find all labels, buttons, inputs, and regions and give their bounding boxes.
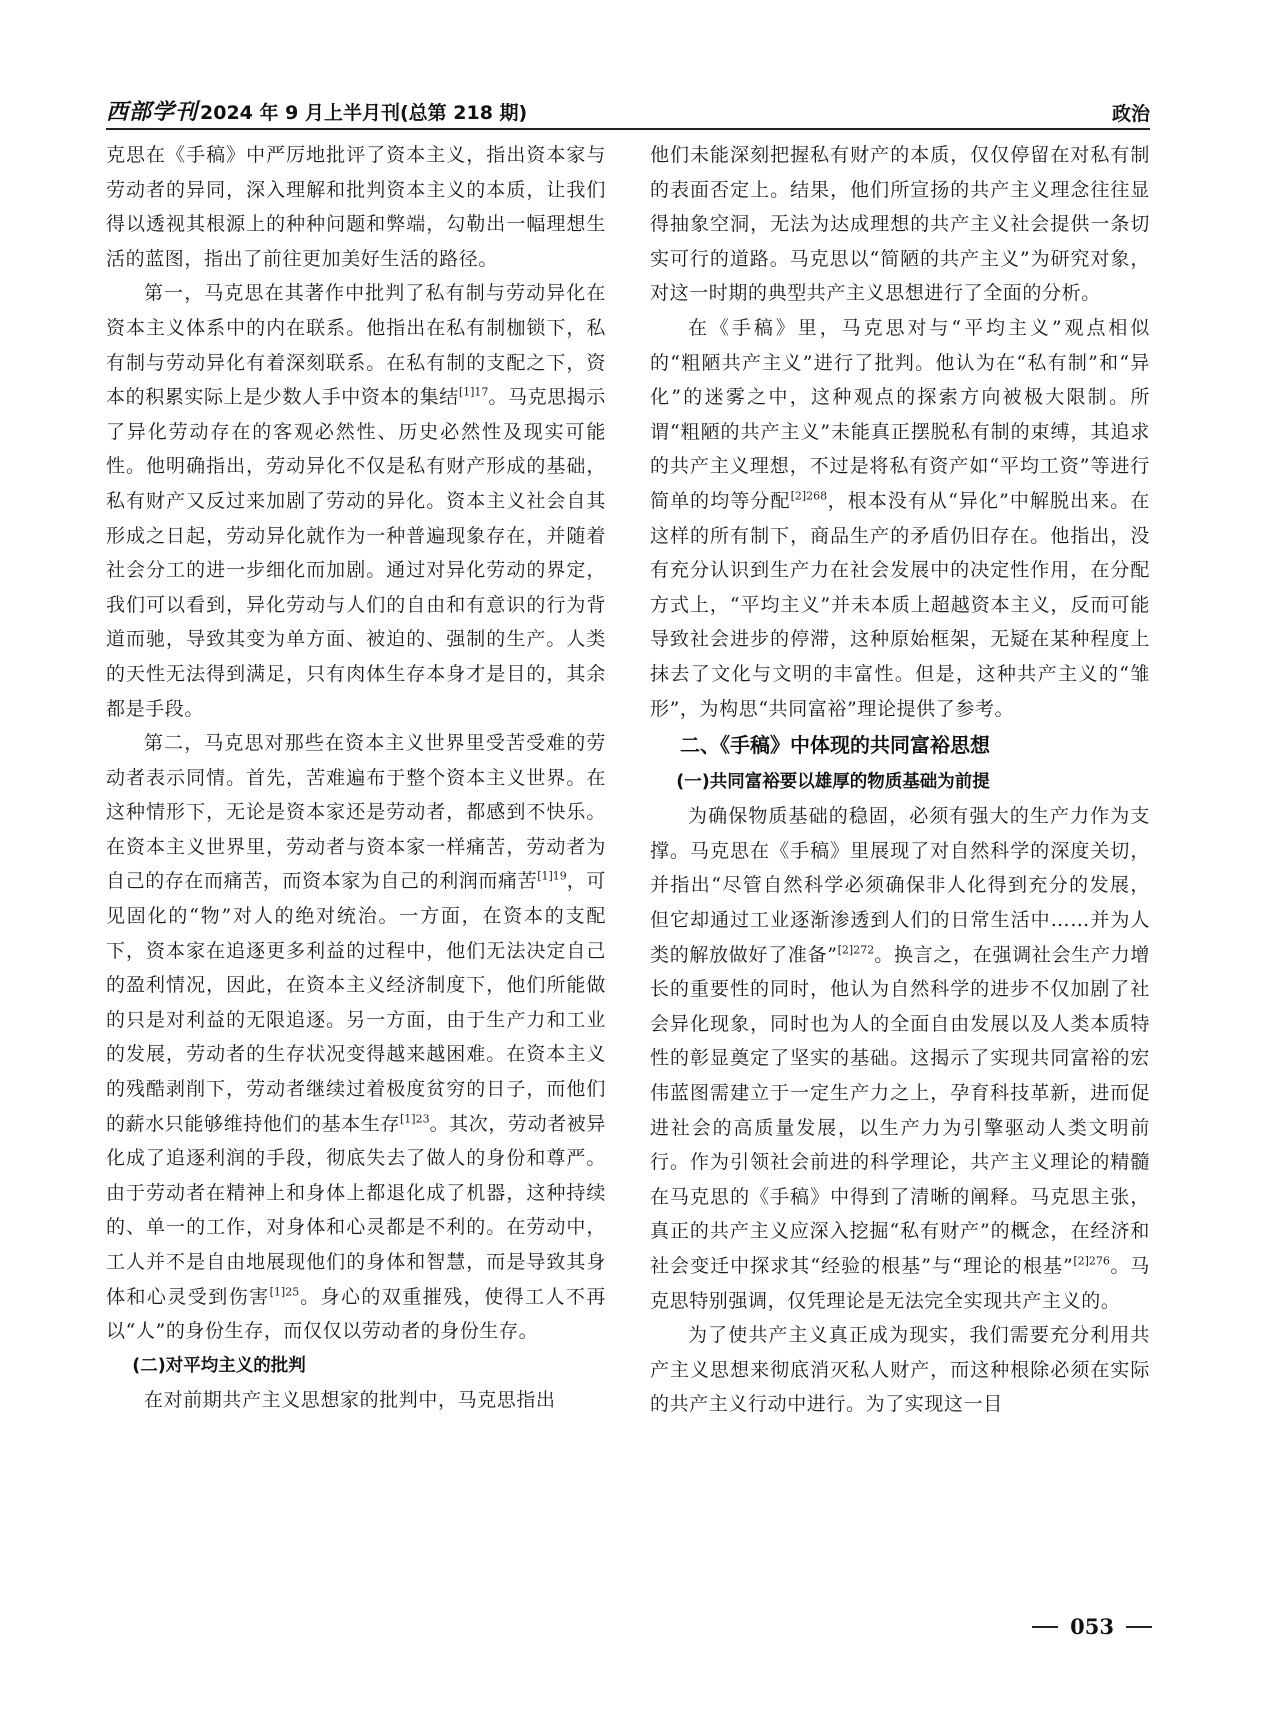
citation-ref: [1]23 [400,1112,430,1126]
citation-ref: [2]272 [837,943,875,957]
header-left [106,95,527,126]
body-columns [106,138,1150,1588]
left-column [106,138,606,1588]
right-column [650,138,1150,1588]
paragraph-text: 第一，马克思在其著作中批判了私有制与劳动异化在资本主义体系中的内在联系。他指出在私有制枷锁下，私有制与劳动异化有着深刻联系。在私有制的支配之下，资本的积累实际上是少数人手中资本的集结 [106,282,606,409]
paragraph [650,311,1150,726]
section-name: 政治 [1111,103,1150,125]
paragraph-text: 为确保物质基础的稳固，必须有强大的生产力作为支撑。马克思在《手稿》里展现了对自然科学的深度关切，并指出“尽管自然科学必须确保非人化得到充分的发展，但它却通过工业逐渐渗透到人们的日常生活中……并为人类的解放做好了准备” [650,805,1150,966]
paragraph-text: ，根本没有从“异化”中解脱出来。在这样的所有制下，商品生产的矛盾仍旧存在。他指出，没有充分认识到生产力在社会发展中的决定性作用，在分配方式上，“平均主义”并未本质上超越资本主义，反而可能导致社会进步的停滞，这种原始框架，无疑在某种程度上抹去了文化与文明的丰富性。但是，这种共产主义的“雏形”，为构思“共同富裕”理论提供了参考。 [650,489,1150,720]
paragraph-text: 。身心的双重摧残，使得工人不再以“人”的身份生存，而仅仅以劳动者的身份生存。 [106,1285,606,1343]
paragraph [106,276,606,726]
section-heading: 二、《手稿》中体现的共同富裕思想 [680,733,990,758]
citation-ref: [1]17 [458,385,489,399]
paragraph: 他们未能深刻把握私有财产的本质，仅仅停留在对私有制的表面否定上。结果，他们所宣扬的共产主义理念往往显得抽象空洞，无法为达成理想的共产主义社会提供一条切实可行的道路。马克思以“简陋的共产主义”为研究对象，对这一时期的典型共产主义思想进行了全面的分析。 [650,144,1150,305]
journal-logo: 西部学刊 [106,99,199,125]
dash-left [1032,1626,1058,1628]
paragraph-text: 。马克思特别强调，仅凭理论是无法完全实现共产主义的。 [650,1255,1151,1312]
paragraph [650,799,1150,1318]
running-header [106,86,1150,126]
header-divider [106,128,1150,130]
citation-ref: [2]276 [1073,1254,1110,1268]
subsection-heading: (二)对平均主义的批判 [132,1355,306,1376]
citation-ref: [1]19 [537,870,567,884]
paragraph: 为了使共产主义真正成为现实，我们需要充分利用共产主义思想来彻底消灭私人财产，而这种根除必须在实际的共产主义行动中进行。为了实现这一目 [650,1324,1150,1416]
page-number [1032,1614,1152,1639]
paragraph-text: 。换言之，在强调社会生产力增长的重要性的同时，他认为自然科学的进步不仅加剧了社会异化现象，同时也为人的全面自由发展以及人类本质特性的彰显奠定了坚实的基础。这揭示了实现共同富裕的宏伟蓝图需建立于一定生产力之上，孕育科技革新，进而促进社会的高质量发展，以生产力为引擎驱动人类文明前行。作为引领社会前进的科学理论，共产主义理论的精髓在马克思的《手稿》中得到了清晰的阐释。马克思主张，真正的共产主义应深入挖掘“私有财产”的概念，在经济和社会变迁中探求其“经验的根基”与“理论的根基” [650,943,1151,1277]
paragraph [106,726,606,1349]
paragraph: 在对前期共产主义思想家的批判中，马克思指出 [144,1389,556,1412]
citation-ref: [2]268 [790,489,828,503]
paragraph-text: 在《手稿》里，马克思对与“平均主义”观点相似的“粗陋共产主义”进行了批判。他认为在“私有制”和“异化”的迷雾之中，这种观点的探索方向被极大限制。所谓“粗陋的共产主义”未能真正摆脱私有制的束缚，其追求的共产主义理想，不过是将私有资产如“平均工资”等进行简单的均等分配 [650,316,1150,512]
dash-right [1126,1626,1152,1628]
issue-info: 2024 年 9 月上半月刊(总第 218 期) [200,102,528,124]
paragraph-text: 第二，马克思对那些在资本主义世界里受苦受难的劳动者表示同情。首先，苦难遍布于整个资本主义世界。在这种情形下，无论是资本家还是劳动者，都感到不快乐。在资本主义世界里，劳动者与资本家一样痛苦，劳动者为自己的存在而痛苦，而资本家为自己的利润而痛苦 [106,732,606,893]
subsection-heading: (一)共同富裕要以雄厚的物质基础为前提 [676,771,990,792]
paragraph-text: 。其次，劳动者被异化成了追逐利润的手段，彻底失去了做人的身份和尊严。由于劳动者在精神上和身体上都退化成了机器，这种持续的、单一的工作，对身体和心灵都是不利的。在劳动中，工人并不是自由地展现他们的身体和智慧，而是导致其身体和心灵受到伤害 [106,1112,607,1308]
paragraph: 克思在《手稿》中严厉地批评了资本主义，指出资本家与劳动者的异同，深入理解和批判资本主义的本质，让我们得以透视其根源上的种种问题和弊端，勾勒出一幅理想生活的蓝图，指出了前往更加美好生活的路径。 [106,144,606,270]
paragraph-text: ，可见固化的“物”对人的绝对统治。一方面，在资本的支配下，资本家在追逐更多利益的过程中，他们无法决定自己的盈利情况，因此，在资本主义经济制度下，他们所能做的只是对利益的无限追逐。另一方面，由于生产力和工业的发展，劳动者的生存状况变得越来越困难。在资本主义的残酷剥削下，劳动者继续过着极度贫穷的日子，而他们的薪水只能够维持他们的基本生存 [106,870,606,1135]
citation-ref: [1]25 [269,1285,300,1299]
page-number-text: 053 [1070,1614,1114,1639]
paragraph-text: 。马克思揭示了异化劳动存在的客观必然性、历史必然性及现实可能性。他明确指出，劳动异化不仅是私有财产形成的基础，私有财产又反过来加剧了劳动的异化。资本主义社会自其形成之日起，劳动异化就作为一种普遍现象存在，并随着社会分工的进一步细化而加剧。通过对异化劳动的界定，我们可以看到，异化劳动与人们的自由和有意识的行为背道而驰，导致其变为单方面、被迫的、强制的生产。人类的天性无法得到满足，只有肉体生存本身才是目的，其余都是手段。 [106,386,607,720]
